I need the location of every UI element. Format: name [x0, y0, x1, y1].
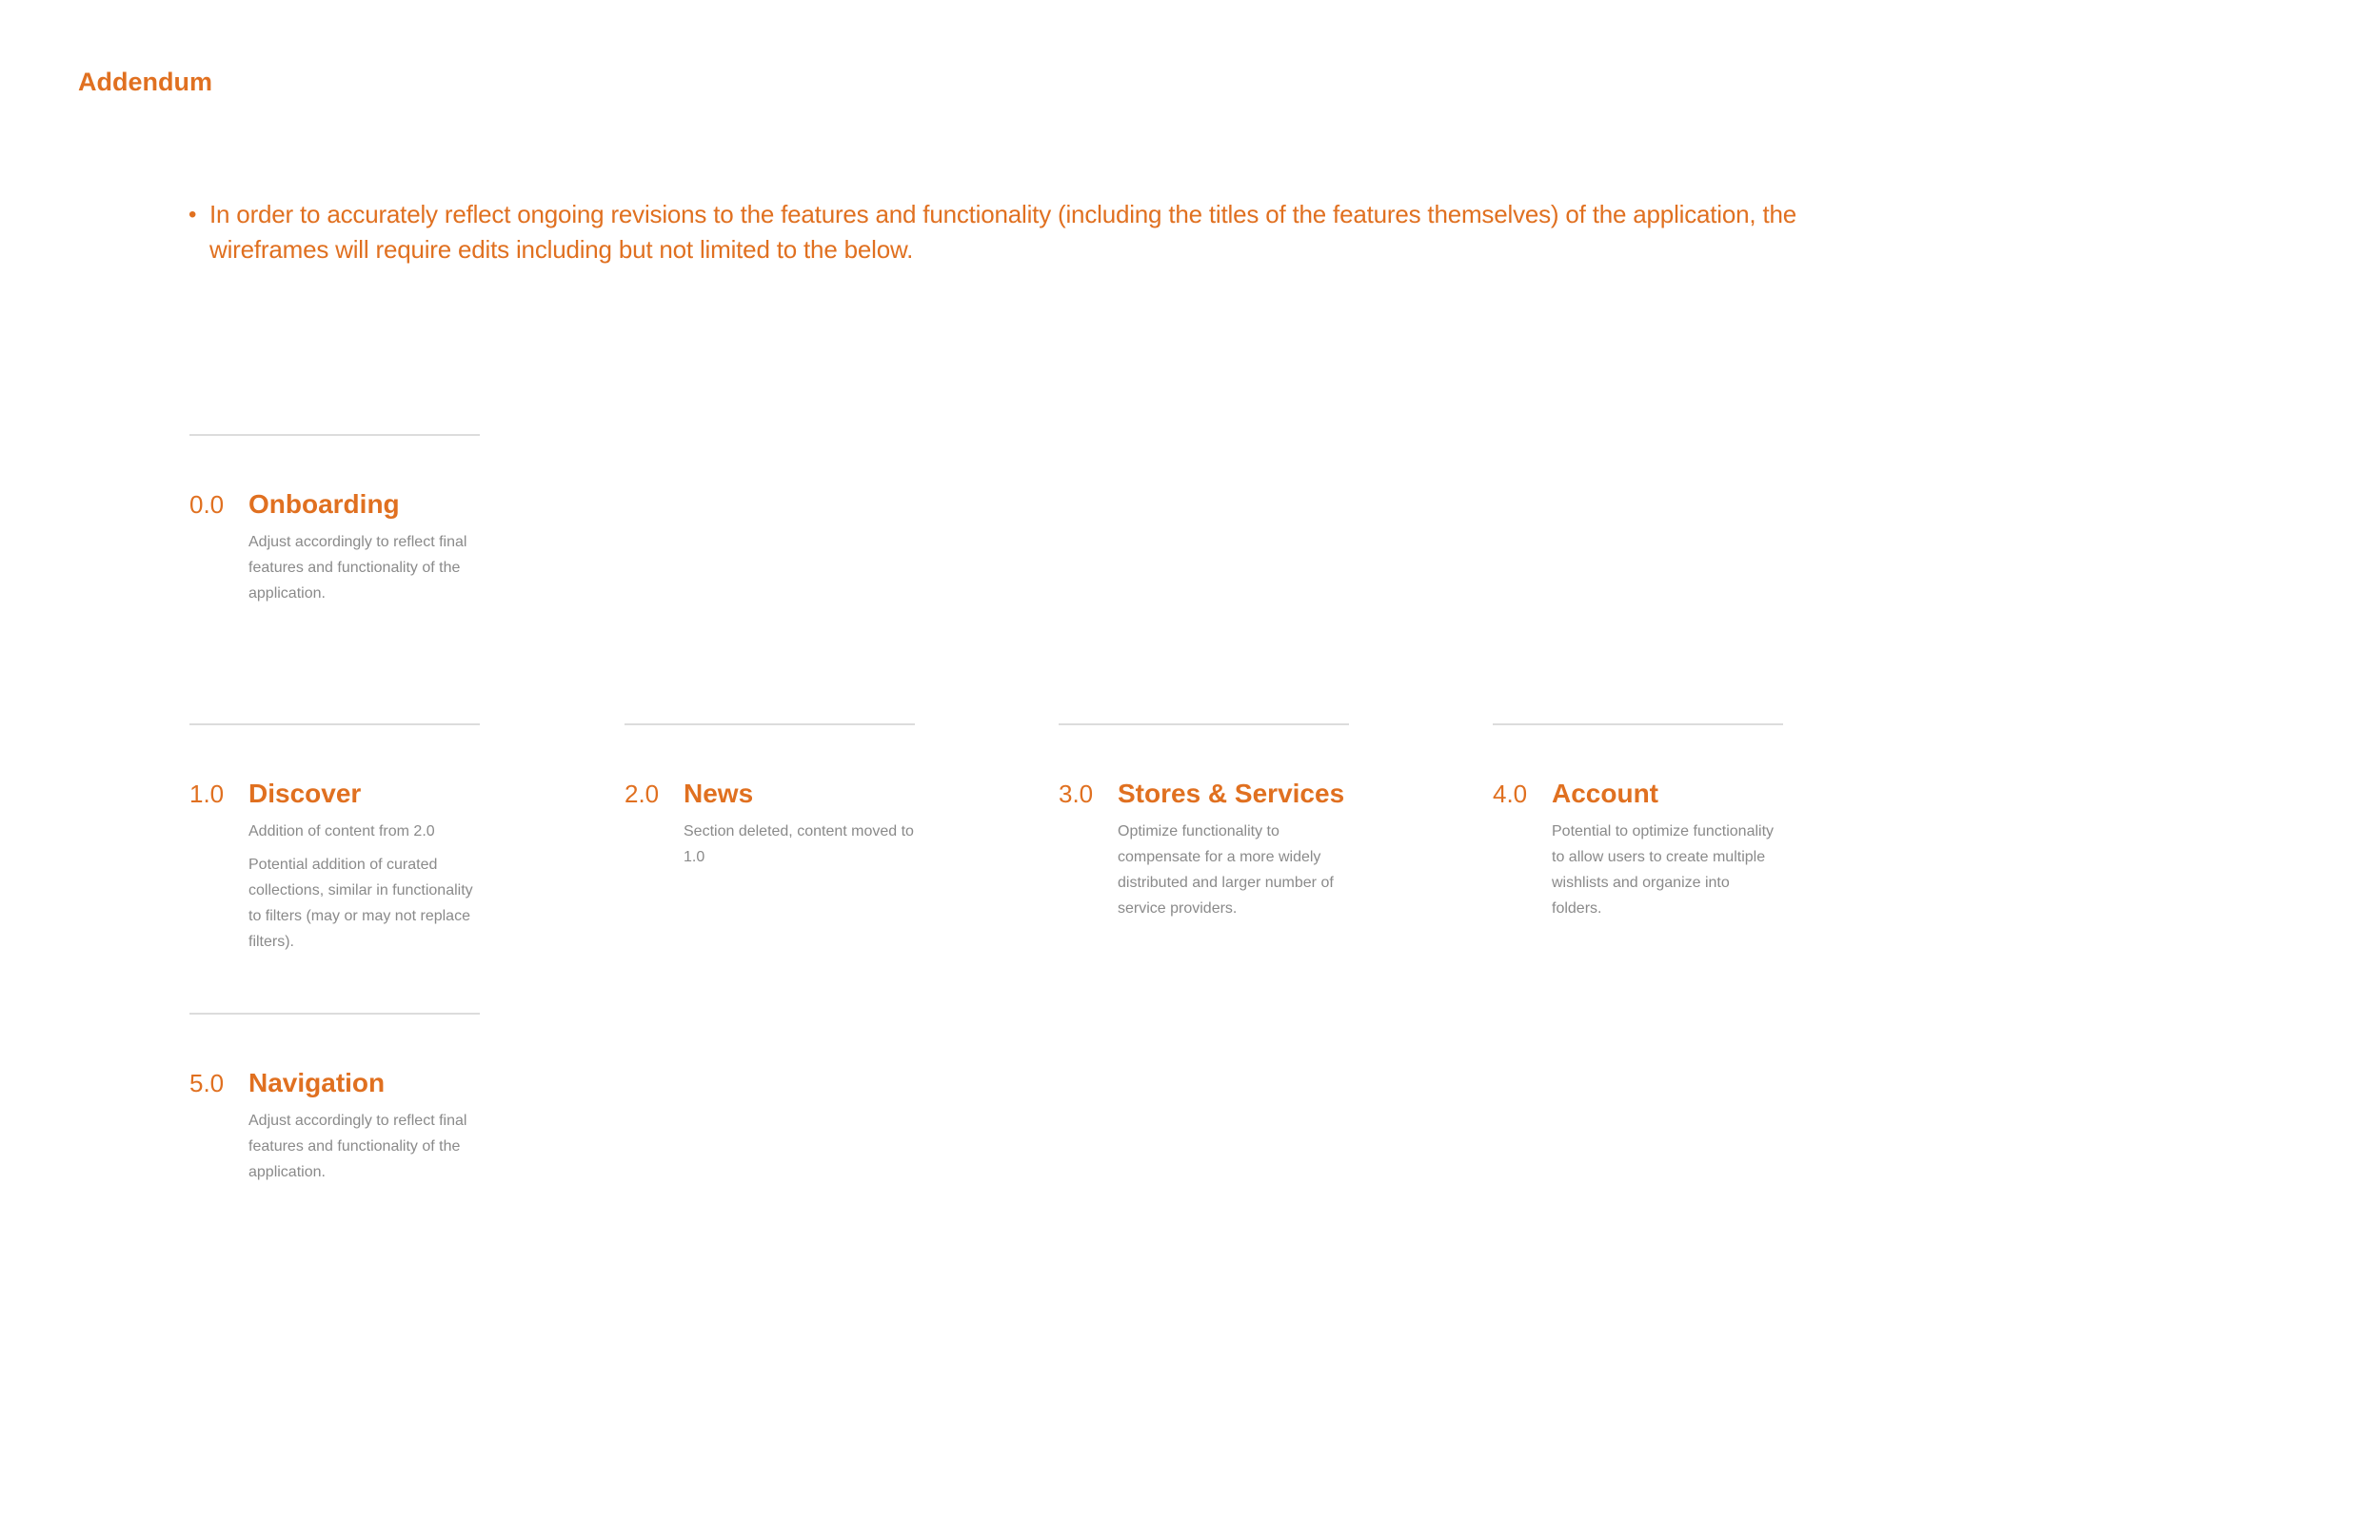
section-stores-services	[1059, 723, 1349, 929]
section-description	[1118, 819, 1349, 921]
section-paragraph: Adjust accordingly to reflect final features and functionality of the application.	[248, 534, 467, 602]
section-divider	[189, 434, 480, 436]
section-number: 3.0	[1059, 780, 1094, 808]
section-account	[1493, 723, 1783, 929]
section-title: Onboarding	[248, 489, 400, 519]
section-description	[1552, 819, 1783, 921]
section-number: 1.0	[189, 780, 225, 808]
section-title: News	[684, 779, 754, 808]
section-paragraph: Optimize functionality to compensate for a more widely distributed and larger number of service providers.	[1118, 823, 1334, 917]
section-news	[625, 723, 915, 878]
section-discover	[189, 723, 480, 962]
section-description	[248, 1108, 480, 1185]
section-description	[248, 819, 480, 955]
section-title: Account	[1552, 779, 1658, 808]
section-title: Navigation	[248, 1068, 386, 1097]
section-paragraph: Adjust accordingly to reflect final features and functionality of the application.	[248, 1113, 467, 1180]
intro-text: In order to accurately reflect ongoing revisions to the features and functionality (including the titles of the features themselves) of the application, the wireframes will require edits including but not limited to the below.	[209, 200, 1796, 264]
section-paragraph: Addition of content from 2.0	[248, 823, 435, 839]
section-paragraph: Potential to optimize functionality to allow users to create multiple wishlists and organize into folders.	[1552, 823, 1775, 917]
intro-bullet-item	[188, 197, 1845, 267]
section-onboarding	[189, 434, 480, 614]
section-divider	[1493, 723, 1783, 725]
section-divider	[189, 1013, 480, 1015]
section-title: Stores & Services	[1118, 779, 1345, 808]
section-paragraph: Potential addition of curated collections, similar in functionality to filters (may or may not replace filters).	[248, 857, 473, 950]
bullet-icon: •	[188, 202, 197, 227]
section-number: 2.0	[625, 780, 660, 808]
section-navigation	[189, 1013, 480, 1193]
section-divider	[1059, 723, 1349, 725]
section-description	[248, 529, 480, 606]
page-title: Addendum	[78, 68, 212, 96]
section-number: 4.0	[1493, 780, 1528, 808]
section-number: 5.0	[189, 1069, 225, 1097]
section-number: 0.0	[189, 490, 225, 519]
section-description	[684, 819, 915, 870]
section-paragraph: Section deleted, content moved to 1.0	[684, 823, 914, 865]
section-divider	[189, 723, 480, 725]
section-divider	[625, 723, 915, 725]
section-title: Discover	[248, 779, 362, 808]
